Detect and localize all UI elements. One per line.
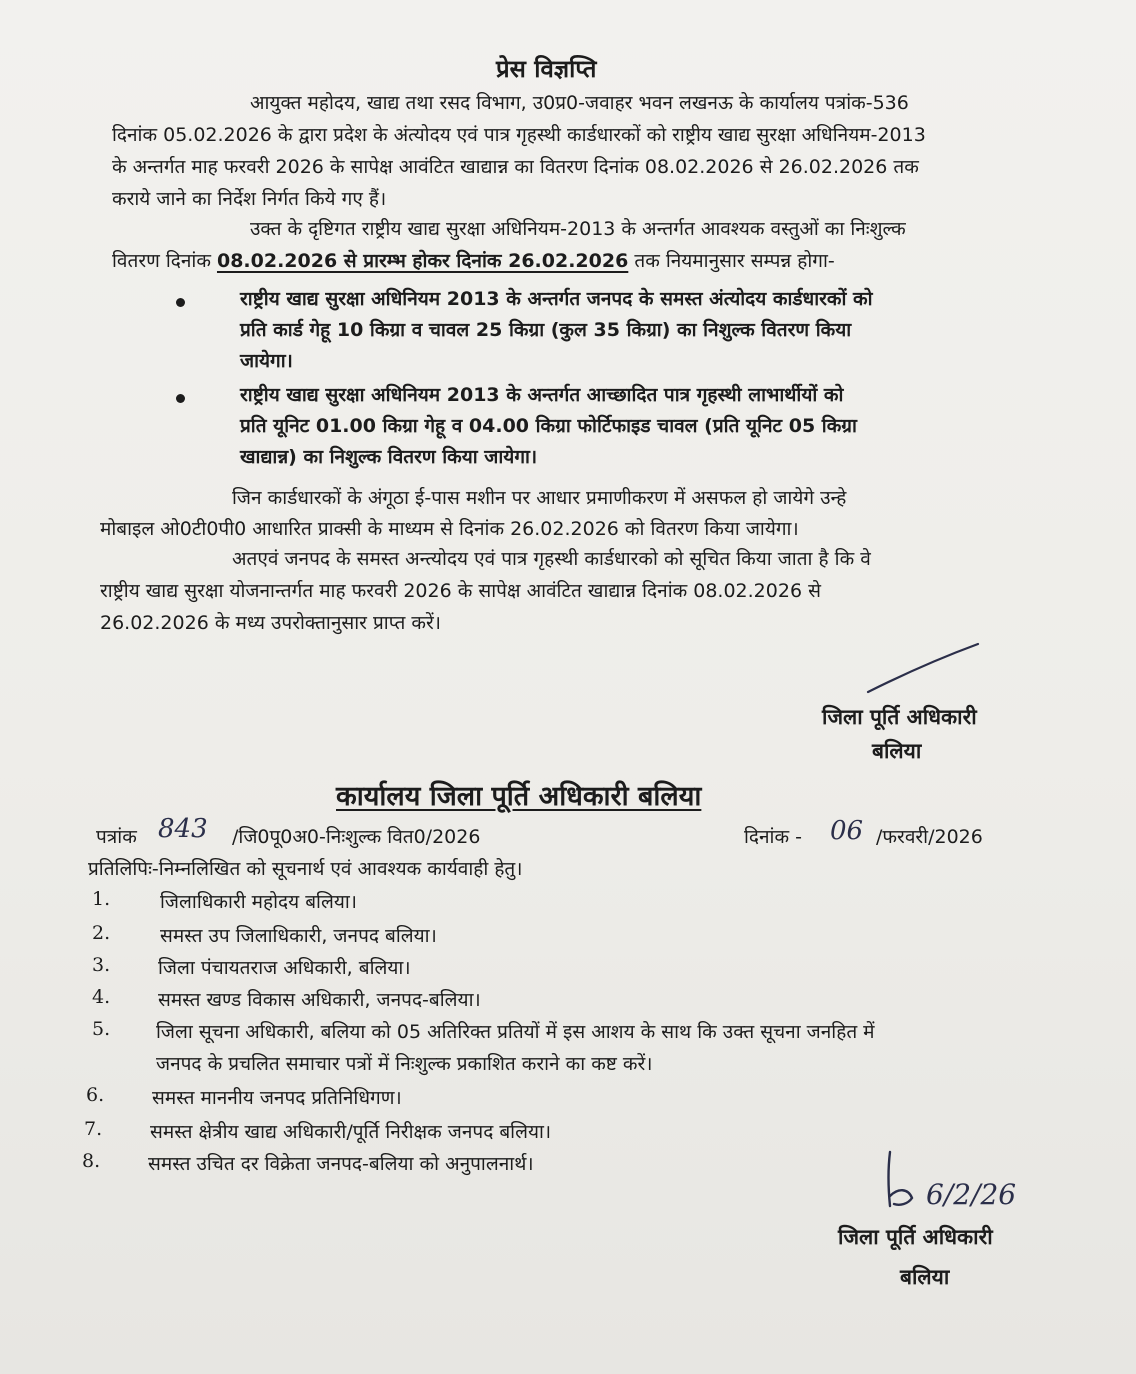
office-heading: कार्यालय जिला पूर्ति अधिकारी बलिया — [336, 781, 702, 812]
para2-post: तक नियमानुसार सम्पन्न होगा- — [634, 250, 835, 272]
list-item-number: 2. — [92, 922, 111, 944]
date-prefix: दिनांक - — [744, 826, 802, 848]
para1-line3: के अन्तर्गत माह फरवरी 2026 के सापेक्ष आवंटित खाद्यान्न का वितरण दिनांक 08.02.2026 से 26.02.2026 तक — [112, 156, 919, 178]
copy-line: प्रतिलिपिः-निम्नलिखित को सूचनार्थ एवं आवश्यक कार्यवाही हेतु। — [88, 858, 523, 880]
signature-mark — [860, 638, 990, 698]
signatory-place: बलिया — [900, 1265, 950, 1289]
list-item-text: समस्त माननीय जनपद प्रतिनिधिगण। — [152, 1087, 402, 1109]
bullet1-line2: प्रति कार्ड गेहू 10 किग्रा व चावल 25 किग्रा (कुल 35 किग्रा) का निशुल्क वितरण किया — [240, 319, 852, 341]
para2-line1: उक्त के दृष्टिगत राष्ट्रीय खाद्य सुरक्षा अधिनियम-2013 के अन्तर्गत आवश्यक वस्तुओं का निःशुल्क — [250, 218, 906, 240]
para4-line1: अतएवं जनपद के समस्त अन्त्योदय एवं पात्र गृहस्थी कार्डधारको को सूचित किया जाता है कि वे — [232, 548, 871, 570]
para1-line2: दिनांक 05.02.2026 के द्वारा प्रदेश के अंत्योदय एवं पात्र गृहस्थी कार्डधारकों को राष्ट्रीय खाद्य सुरक्षा अधिनियम-2013 — [112, 124, 926, 146]
list-item-text: जनपद के प्रचलित समाचार पत्रों में निःशुल्क प्रकाशित कराने का कष्ट करें। — [156, 1053, 653, 1075]
signatory-place: बलिया — [872, 739, 922, 763]
list-item-number: 5. — [92, 1018, 111, 1040]
bullet-dot — [176, 298, 185, 307]
list-item-number: 1. — [92, 888, 111, 910]
list-item-number: 7. — [84, 1118, 103, 1140]
list-item-text: जिला पंचायतराज अधिकारी, बलिया। — [158, 957, 411, 979]
para2-pre: वितरण दिनांक — [112, 250, 211, 272]
para1-line1: आयुक्त महोदय, खाद्य तथा रसद विभाग, उ0प्र0-जवाहर भवन लखनऊ के कार्यालय पत्रांक-536 — [250, 92, 909, 114]
bullet1-line3: जायेगा। — [240, 350, 293, 372]
letter-reference: /जि0पू0अ0-निःशुल्क वित0/2026 — [232, 826, 481, 848]
bullet2-line2: प्रति यूनिट 01.00 किग्रा गेहू व 04.00 किग्रा फोर्टिफाइड चावल (प्रति यूनिट 05 किग्रा — [240, 415, 857, 437]
bullet1-line1: राष्ट्रीय खाद्य सुरक्षा अधिनियम 2013 के अन्तर्गत जनपद के समस्त अंत्योदय कार्डधारकों को — [240, 288, 873, 310]
letter-prefix: पत्रांक — [96, 826, 137, 848]
list-item-number: 4. — [92, 986, 111, 1008]
para4-line2: राष्ट्रीय खाद्य सुरक्षा योजनान्तर्गत माह फरवरी 2026 के सापेक्ष आवंटित खाद्यान्न दिनांक 08.02.2026 से — [100, 580, 821, 602]
para2-line2 — [112, 246, 835, 276]
list-item-number: 3. — [92, 954, 111, 976]
signatory-title: जिला पूर्ति अधिकारी — [838, 1225, 993, 1249]
press-title: प्रेस विज्ञप्ति — [496, 55, 597, 83]
list-item-text: समस्त उप जिलाधिकारी, जनपद बलिया। — [160, 925, 437, 947]
para2-dates: 08.02.2026 से प्रारम्भ होकर दिनांक 26.02.2026 — [216, 250, 629, 272]
signatory-title: जिला पूर्ति अधिकारी — [822, 705, 977, 729]
para3-line2: मोबाइल ओ0टी0पी0 आधारित प्राक्सी के माध्यम से दिनांक 26.02.2026 को वितरण किया जायेगा। — [100, 518, 799, 540]
list-item-text: जिला सूचना अधिकारी, बलिया को 05 अतिरिक्त प्रतियों में इस आशय के साथ कि उक्त सूचना जनहित में — [156, 1021, 875, 1043]
signature-date: 6/2/26 — [926, 1178, 1017, 1211]
date-day: 06 — [830, 816, 864, 846]
list-item-text: समस्त खण्ड विकास अधिकारी, जनपद-बलिया। — [158, 989, 481, 1011]
date-rest: /फरवरी/2026 — [876, 826, 983, 848]
letter-number: 843 — [158, 814, 208, 844]
para4-line3: 26.02.2026 के मध्य उपरोक्तानुसार प्राप्त करें। — [100, 612, 441, 634]
list-item-text: जिलाधिकारी महोदय बलिया। — [160, 891, 357, 913]
list-item-number: 6. — [86, 1084, 105, 1106]
list-item-text: समस्त उचित दर विक्रेता जनपद-बलिया को अनुपालनार्थ। — [148, 1153, 534, 1175]
list-item-text: समस्त क्षेत्रीय खाद्य अधिकारी/पूर्ति निरीक्षक जनपद बलिया। — [150, 1121, 552, 1143]
bullet2-line1: राष्ट्रीय खाद्य सुरक्षा अधिनियम 2013 के अन्तर्गत आच्छादित पात्र गृहस्थी लाभार्थीयों को — [240, 384, 844, 406]
para1-line4: कराये जाने का निर्देश निर्गत किये गए हैं। — [112, 188, 387, 210]
bullet2-line3: खाद्यान्न) का निशुल्क वितरण किया जायेगा। — [240, 446, 538, 468]
para3-line1: जिन कार्डधारकों के अंगूठा ई-पास मशीन पर आधार प्रमाणीकरण में असफल हो जायेगे उन्हे — [232, 487, 847, 509]
signature-mark — [882, 1148, 926, 1214]
list-item-number: 8. — [82, 1150, 101, 1172]
bullet-dot — [176, 394, 185, 403]
